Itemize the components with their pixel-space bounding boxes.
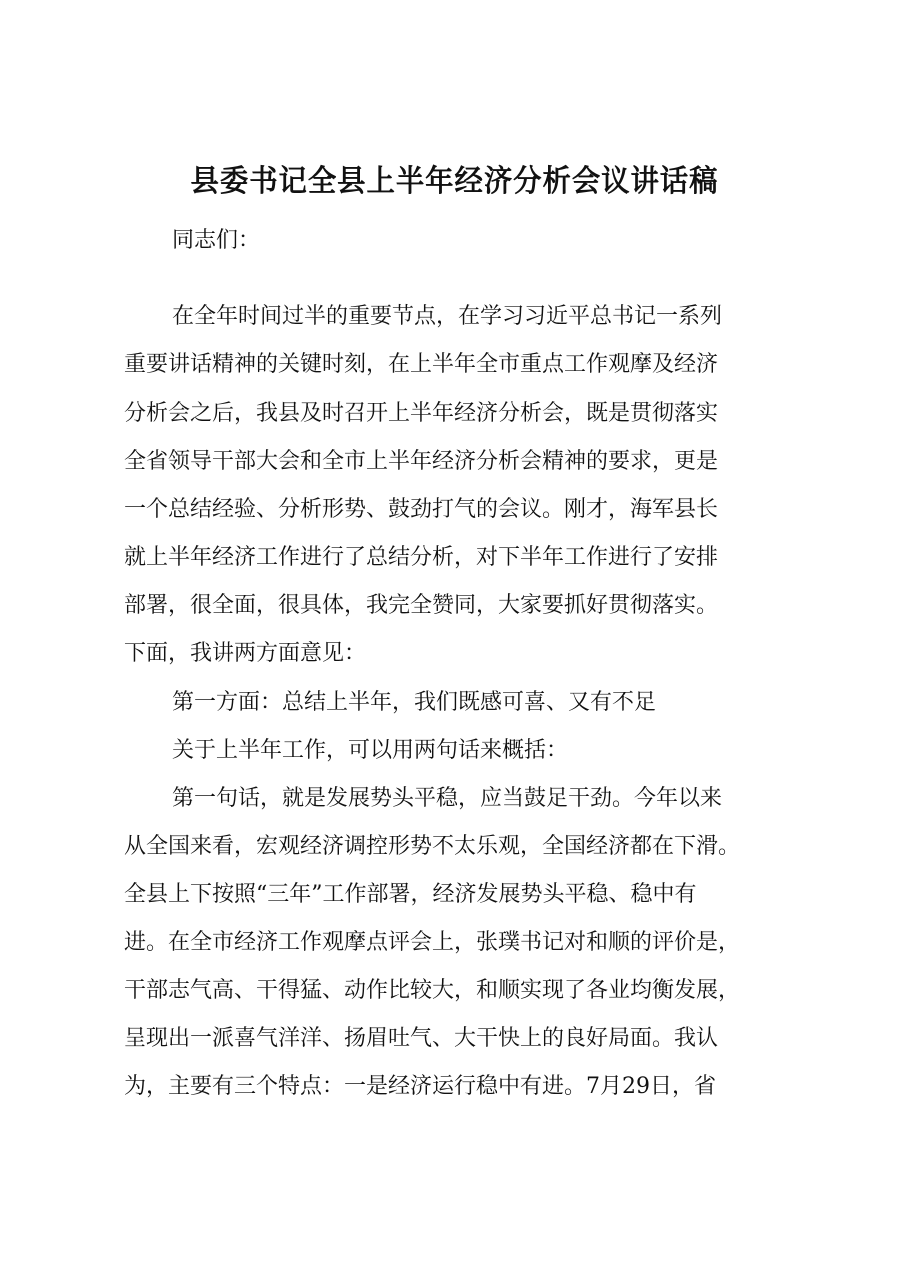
paragraph-line: 全县上下按照“三年”工作部署，经济发展势头平稳、稳中有 bbox=[124, 882, 697, 907]
paragraph-line: 在全年时间过半的重要节点，在学习习近平总书记一系列 bbox=[172, 304, 723, 329]
salutation-line: 同志们： bbox=[172, 228, 261, 253]
paragraph-line: 呈现出一派喜气洋洋、扬眉吐气、大干快上的良好局面。我认 bbox=[124, 1026, 719, 1051]
section-heading: 第一方面：总结上半年，我们既感可喜、又有不足 bbox=[172, 690, 657, 715]
paragraph-line: 为，主要有三个特点：一是经济运行稳中有进。7月29日，省 bbox=[124, 1074, 716, 1099]
paragraph-line: 就上半年经济工作进行了总结分析，对下半年工作进行了安排 bbox=[124, 545, 719, 570]
paragraph-line: 第一句话，就是发展势头平稳，应当鼓足干劲。今年以来 bbox=[172, 786, 723, 811]
paragraph-line: 进。在全市经济工作观摩点评会上，张璞书记对和顺的评价是， bbox=[124, 930, 741, 955]
paragraph-line: 分析会之后，我县及时召开上半年经济分析会，既是贯彻落实 bbox=[124, 401, 719, 426]
paragraph-line: 全省领导干部大会和全市上半年经济分析会精神的要求，更是 bbox=[124, 449, 719, 474]
document-title: 县委书记全县上半年经济分析会议讲话稿 bbox=[190, 164, 719, 199]
paragraph-line: 干部志气高、干得猛、动作比较大，和顺实现了各业均衡发展， bbox=[124, 978, 741, 1003]
paragraph-line: 重要讲话精神的关键时刻，在上半年全市重点工作观摩及经济 bbox=[124, 352, 719, 377]
paragraph-line: 部署，很全面，很具体，我完全赞同，大家要抓好贯彻落实。 bbox=[124, 593, 719, 618]
paragraph-line: 关于上半年工作，可以用两句话来概括： bbox=[172, 738, 569, 763]
paragraph-line: 从全国来看，宏观经济调控形势不太乐观，全国经济都在下滑。 bbox=[124, 834, 741, 859]
paragraph-line: 一个总结经验、分析形势、鼓劲打气的会议。刚才，海军县长 bbox=[124, 497, 719, 522]
paragraph-line: 下面，我讲两方面意见： bbox=[124, 641, 367, 666]
